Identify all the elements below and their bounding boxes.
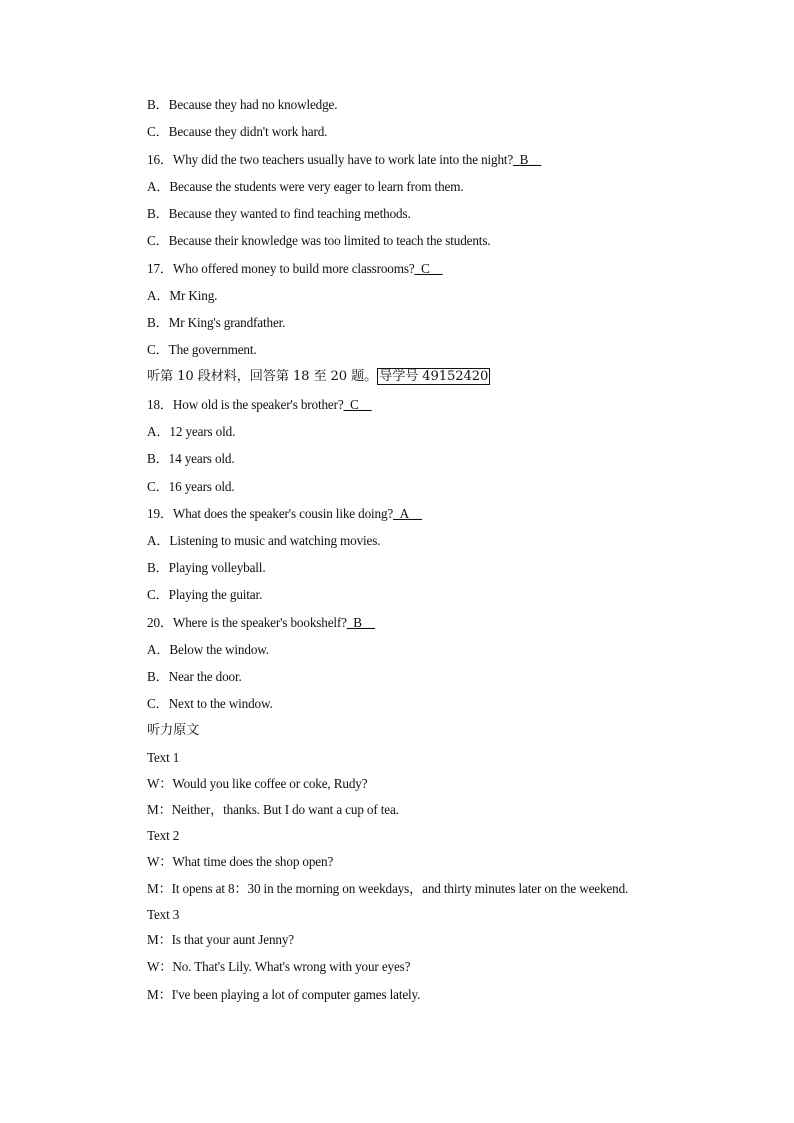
option-19c bbox=[147, 587, 262, 603]
dialogue-line bbox=[147, 881, 628, 897]
question-text: 16．Why did the two teachers usually have to work late into the night? bbox=[147, 152, 514, 167]
question-18 bbox=[147, 397, 372, 413]
option-17a bbox=[147, 288, 217, 304]
line-text: B．Because they wanted to find teaching methods. bbox=[147, 206, 411, 221]
option-17c bbox=[147, 342, 257, 358]
line-text: W：No. That's Lily. What's wrong with your eyes? bbox=[147, 959, 411, 974]
line-text: A．Listening to music and watching movies. bbox=[147, 533, 381, 548]
option-20b bbox=[147, 669, 242, 685]
question-16 bbox=[147, 152, 541, 168]
line-text: C．Playing the guitar. bbox=[147, 587, 263, 602]
dialogue-line bbox=[147, 854, 333, 870]
line-text: B．Mr King's grandfather. bbox=[147, 315, 286, 330]
line-text: B．Because they had no knowledge. bbox=[147, 97, 338, 112]
dialogue-line bbox=[147, 802, 399, 818]
answer-blank: _A__ bbox=[393, 506, 422, 521]
line-text: B．Playing volleyball. bbox=[147, 560, 266, 575]
line-text: A．Because the students were very eager to learn from them. bbox=[147, 179, 464, 194]
option-20c bbox=[147, 696, 273, 712]
option-16b bbox=[147, 206, 411, 222]
section-instruction bbox=[147, 369, 490, 385]
line-text: B．Near the door. bbox=[147, 669, 242, 684]
question-text: 18．How old is the speaker's brother? bbox=[147, 397, 344, 412]
line-text: C．The government. bbox=[147, 342, 257, 357]
option-15c bbox=[147, 124, 327, 140]
line-text: M：It opens at 8：30 in the morning on weekdays，and thirty minutes later on the weekend. bbox=[147, 881, 629, 896]
line-text: W：Would you like coffee or coke, Rudy? bbox=[147, 776, 368, 791]
line-text: C．Because they didn't work hard. bbox=[147, 124, 328, 139]
line-text: A．Below the window. bbox=[147, 642, 269, 657]
option-19b bbox=[147, 560, 265, 576]
question-20 bbox=[147, 615, 375, 631]
line-text: Text 3 bbox=[147, 907, 180, 922]
question-text: 20．Where is the speaker's bookshelf? bbox=[147, 615, 347, 630]
heading-text: 听力原文 bbox=[147, 723, 200, 738]
dialogue-line bbox=[147, 987, 420, 1003]
question-text: 19．What does the speaker's cousin like doing? bbox=[147, 506, 394, 521]
line-text: A．Mr King. bbox=[147, 288, 218, 303]
answer-blank: _B__ bbox=[346, 615, 375, 630]
dialogue-line bbox=[147, 932, 294, 948]
transcript-heading bbox=[147, 723, 199, 739]
text-2-label bbox=[147, 828, 179, 844]
dialogue-line bbox=[147, 959, 410, 975]
line-text: Text 2 bbox=[147, 828, 180, 843]
line-text: C．16 years old. bbox=[147, 479, 235, 494]
option-18c bbox=[147, 479, 235, 495]
line-text: C．Next to the window. bbox=[147, 696, 273, 711]
dialogue-line bbox=[147, 776, 367, 792]
line-text: B．14 years old. bbox=[147, 451, 235, 466]
line-text: Text 1 bbox=[147, 750, 180, 765]
line-text: M：Neither，thanks. But I do want a cup of tea. bbox=[147, 802, 399, 817]
option-16c bbox=[147, 233, 490, 249]
text-1-label bbox=[147, 750, 179, 766]
answer-blank: _C__ bbox=[343, 397, 372, 412]
option-16a bbox=[147, 179, 463, 195]
answer-blank: _C__ bbox=[414, 261, 443, 276]
line-text: M：Is that your aunt Jenny? bbox=[147, 932, 294, 947]
option-19a bbox=[147, 533, 380, 549]
line-text: C．Because their knowledge was too limited to teach the students. bbox=[147, 233, 491, 248]
question-17 bbox=[147, 261, 443, 277]
answer-blank: _B__ bbox=[513, 152, 542, 167]
line-text: M：I've been playing a lot of computer games lately. bbox=[147, 987, 421, 1002]
option-18a bbox=[147, 424, 235, 440]
instruction-text: 听第 10 段材料，回答第 18 至 20 题。 bbox=[147, 369, 378, 384]
option-18b bbox=[147, 451, 235, 467]
line-text: W：What time does the shop open? bbox=[147, 854, 334, 869]
question-text: 17．Who offered money to build more classrooms? bbox=[147, 261, 415, 276]
line-text: A．12 years old. bbox=[147, 424, 236, 439]
question-19 bbox=[147, 506, 422, 522]
option-15b bbox=[147, 97, 337, 113]
text-3-label bbox=[147, 907, 179, 923]
option-17b bbox=[147, 315, 285, 331]
guide-number-box: 导学号 49152420 bbox=[379, 369, 489, 384]
option-20a bbox=[147, 642, 269, 658]
